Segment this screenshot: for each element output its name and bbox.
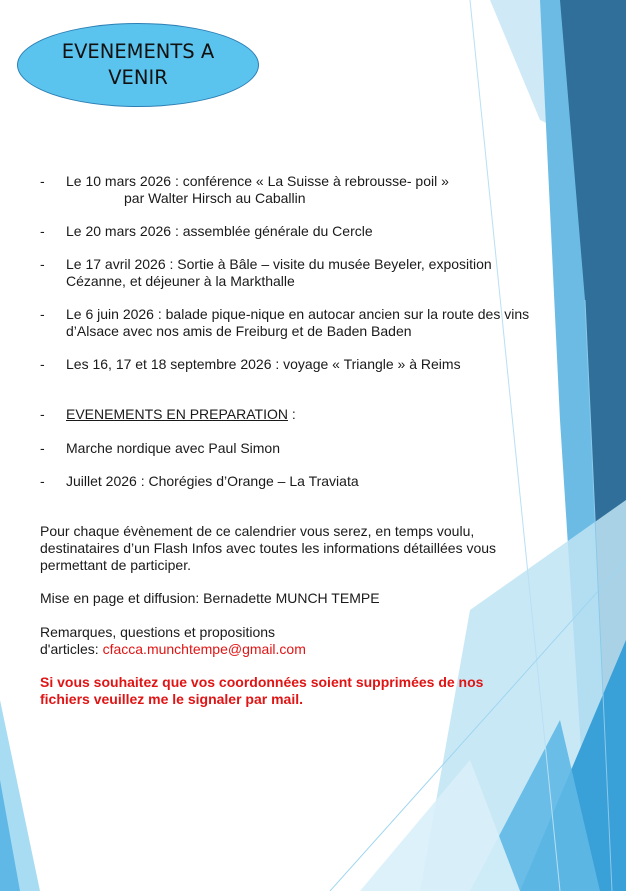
preparation-heading: EVENEMENTS EN PREPARATION	[66, 406, 288, 422]
info-paragraph: Pour chaque évènement de ce calendrier vous serez, en temps voulu, destinataires d’un Flash Infos avec toutes les informations détaillées vous permettant de participer.	[40, 523, 497, 573]
event-line: Les 16, 17 et 18 septembre 2026 : voyage « Triangle » à Reims	[66, 356, 461, 372]
event-line: Le 6 juin 2026 : balade pique-nique en autocar ancien sur la route des vins	[66, 306, 530, 322]
list-dash: -	[40, 440, 45, 456]
event-line: Le 20 mars 2026 : assemblée générale du Cercle	[66, 223, 373, 239]
event-line: Le 17 avril 2026 : Sortie à Bâle – visite du musée Beyeler, exposition	[66, 256, 492, 272]
list-dash: -	[40, 473, 45, 489]
unsubscribe-notice: Si vous souhaitez que vos coordonnées soient supprimées de nos fichiers veuillez me le signaler par mail.	[40, 674, 484, 707]
list-dash: -	[40, 406, 45, 422]
list-dash: -	[40, 256, 45, 272]
layout-credit: Mise en page et diffusion: Bernadette MUNCH TEMPE	[40, 590, 380, 606]
list-dash: -	[40, 223, 45, 239]
list-dash: -	[40, 356, 45, 372]
event-line: Cézanne, et déjeuner à la Markthalle	[66, 273, 295, 289]
list-dash: -	[40, 306, 45, 322]
event-line: Le 10 mars 2026 : conférence « La Suisse à rebrousse- poil »	[66, 173, 449, 189]
email-link[interactable]: cfacca.munchtempe@gmail.com	[102, 641, 306, 657]
preparation-item-text: Juillet 2026 : Chorégies d’Orange – La Traviata	[66, 473, 359, 489]
list-dash: -	[40, 173, 45, 189]
remarks-prefix: d'articles:	[40, 641, 103, 657]
heading-colon: :	[287, 406, 296, 422]
page-title: EVENEMENTS A VENIR	[61, 40, 215, 89]
remarks-block	[40, 624, 510, 658]
title-oval	[17, 23, 259, 107]
remarks-line: Remarques, questions et propositions	[40, 624, 276, 640]
event-line: par Walter Hirsch au Caballin	[124, 190, 306, 206]
preparation-item-text: Marche nordique avec Paul Simon	[66, 440, 281, 456]
event-line: d’Alsace avec nos amis de Freiburg et de Baden Baden	[66, 323, 412, 339]
